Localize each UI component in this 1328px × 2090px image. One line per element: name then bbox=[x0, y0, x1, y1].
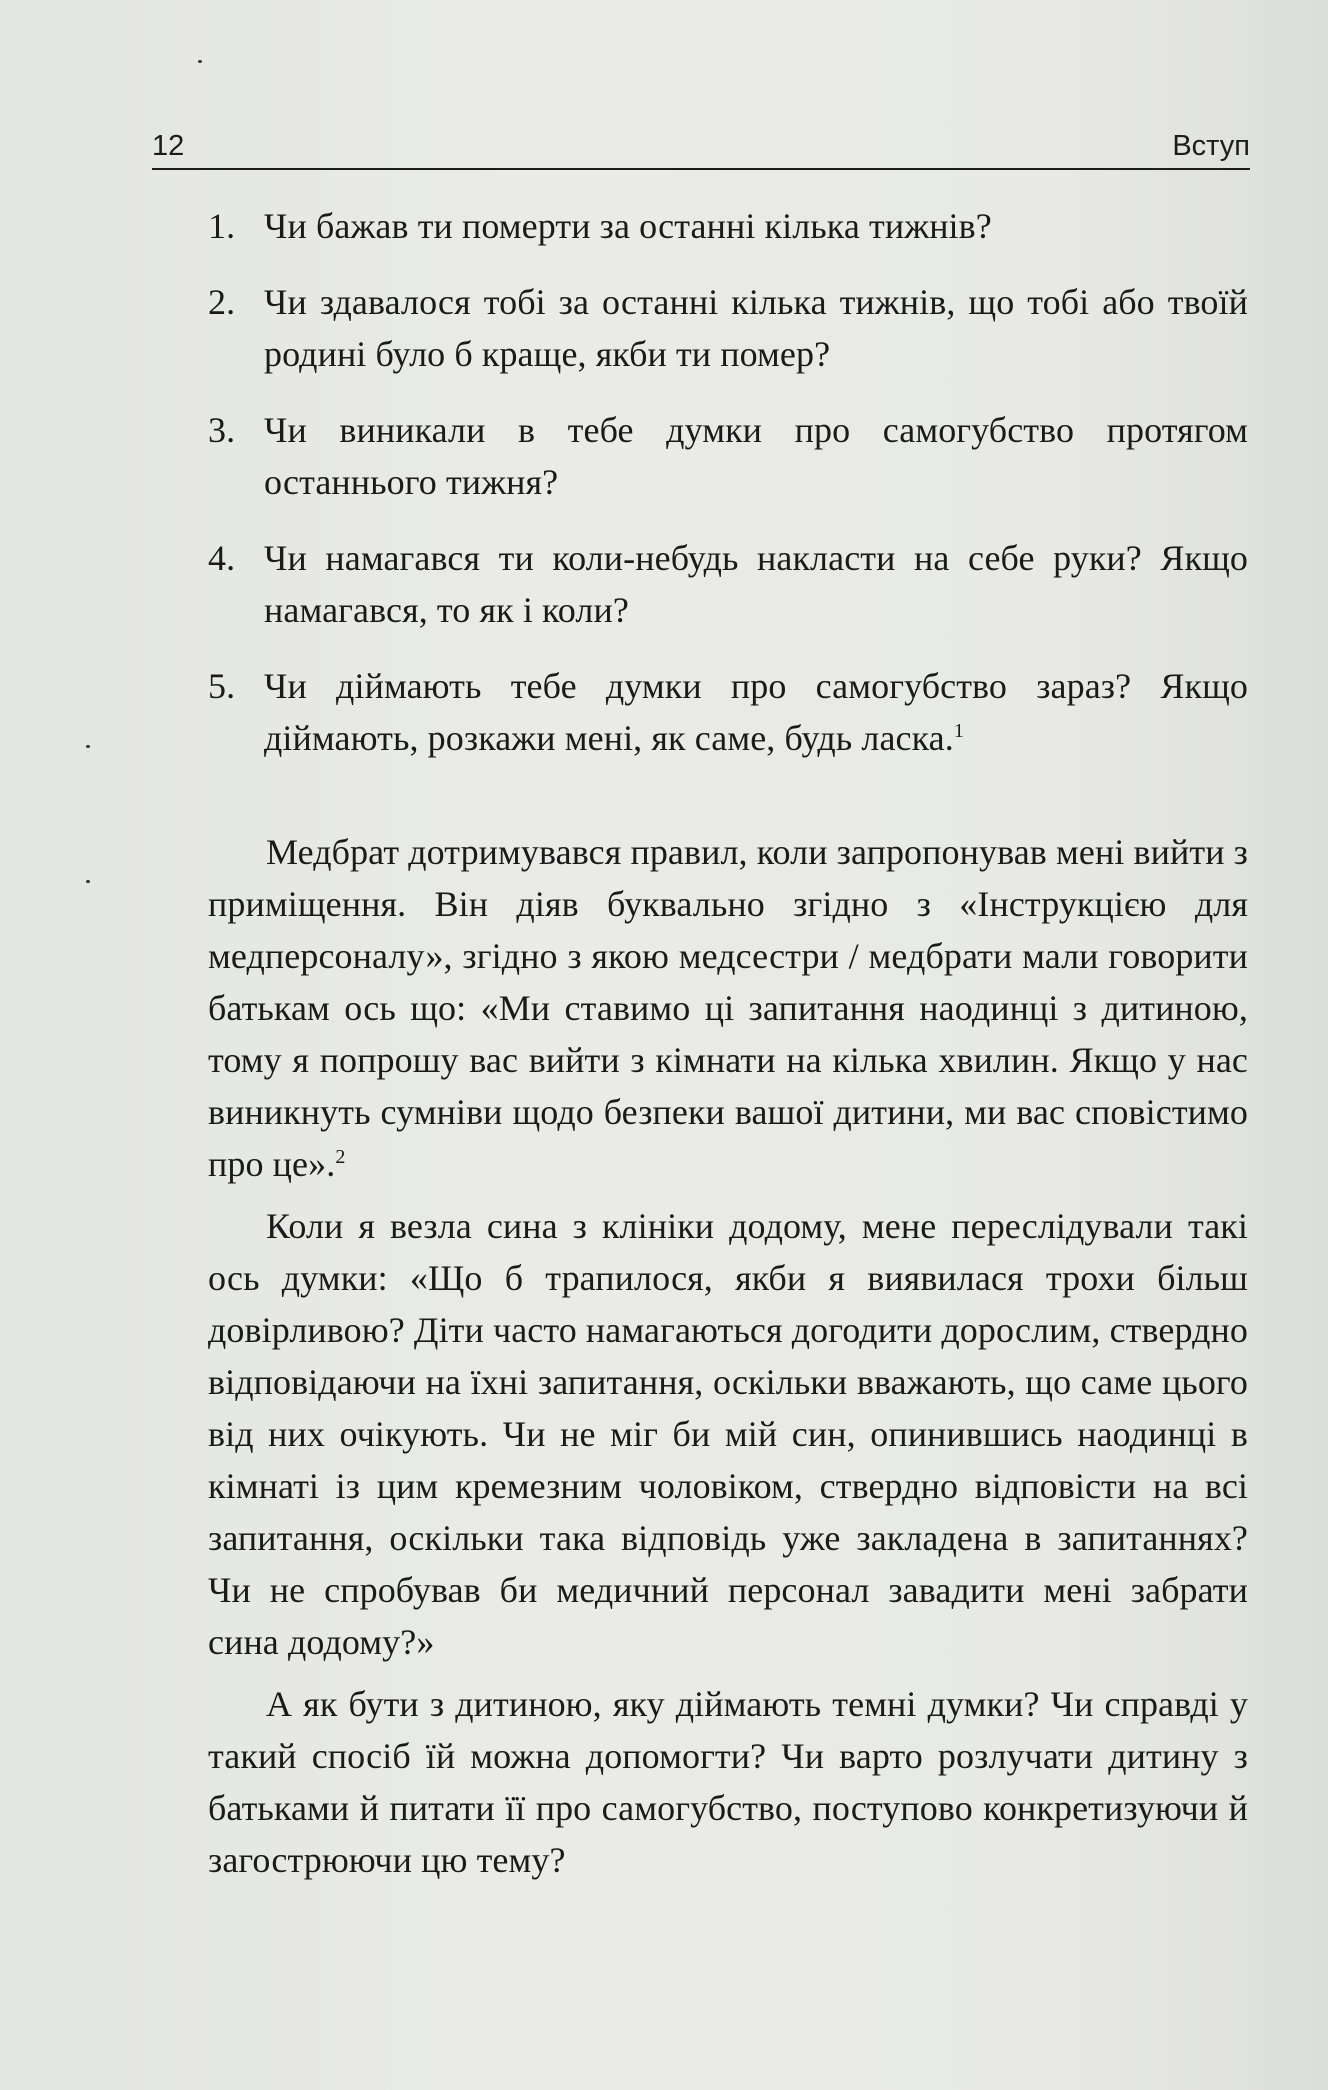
scan-speck bbox=[86, 880, 90, 883]
question-number: 5. bbox=[208, 666, 236, 706]
footnote-marker[interactable]: 1 bbox=[953, 720, 964, 742]
question-text: Чи бажав ти померти за останні кілька тижнів? bbox=[264, 206, 992, 246]
question-text: Чи здавалося тобі за останні кілька тижнів, що тобі або твоїй родині було б краще, якби ти помер? bbox=[264, 282, 1248, 374]
paragraph-text: Коли я везла сина з клініки додому, мене переслідували такі ось думки: «Що б трапилося, якби я виявилася трохи більш довірливою? Діти часто намагаються догодити дорослим, ствердно відповідаючи на їхні запитання, оскільки вважають, що саме цього від них очікують. Чи не міг би мій син, опинившись наодинці в кімнаті із цим кремезним чоловіком, ствердно відповісти на всі запитання, оскільки така відповідь уже закладена в запитаннях? Чи не спробував би медичний персонал завадити мені забрати сина додому?» bbox=[208, 1206, 1248, 1662]
body-text bbox=[208, 826, 1248, 1886]
question-number: 2. bbox=[208, 282, 236, 322]
question-item bbox=[208, 276, 1248, 380]
footnote-marker[interactable]: 2 bbox=[335, 1146, 346, 1168]
paragraph bbox=[208, 826, 1248, 1190]
question-number: 4. bbox=[208, 538, 236, 578]
question-text: Чи намагався ти коли-небудь накласти на себе руки? Якщо намагався, то як і коли? bbox=[264, 538, 1248, 630]
paragraph-text: Медбрат дотримувався правил, коли запропонував мені вийти з приміщення. Він діяв буквально згідно з «Інструкцією для медперсоналу», згідно з якою медсестри / медбрати мали говорити батькам ось що: «Ми ставимо ці запитання наодинці з дитиною, тому я попрошу вас вийти з кімнати на кілька хвилин. Якщо у нас виникнуть сумніви щодо безпеки вашої дитини, ми вас сповістимо про це». bbox=[208, 832, 1248, 1184]
paragraph bbox=[208, 1200, 1248, 1668]
paragraph-text: А як бути з дитиною, яку діймають темні думки? Чи справді у такий спосіб їй можна допомогти? Чи варто розлучати дитину з батьками й питати її про самогубство, поступово конкретизуючи й загострюючи цю тему? bbox=[208, 1684, 1248, 1880]
header-rule bbox=[152, 168, 1250, 170]
paragraph bbox=[208, 1678, 1248, 1886]
page-number: 12 bbox=[152, 130, 185, 162]
question-item bbox=[208, 200, 1248, 252]
question-number: 1. bbox=[208, 206, 236, 246]
scan-speck bbox=[198, 60, 202, 63]
section-title: Вступ bbox=[1172, 130, 1250, 162]
question-item bbox=[208, 404, 1248, 508]
scan-speck bbox=[86, 745, 90, 748]
question-item bbox=[208, 532, 1248, 636]
running-header bbox=[152, 118, 1250, 170]
question-number: 3. bbox=[208, 410, 236, 450]
question-text: Чи виникали в тебе думки про самогубство протягом останнього тижня? bbox=[264, 410, 1248, 502]
question-item bbox=[208, 660, 1248, 764]
question-text: Чи діймають тебе думки про самогубство зараз? Якщо діймають, розкажи мені, як саме, будь ласка. bbox=[264, 666, 1248, 758]
question-list bbox=[208, 200, 1248, 764]
page-body bbox=[208, 200, 1248, 1896]
